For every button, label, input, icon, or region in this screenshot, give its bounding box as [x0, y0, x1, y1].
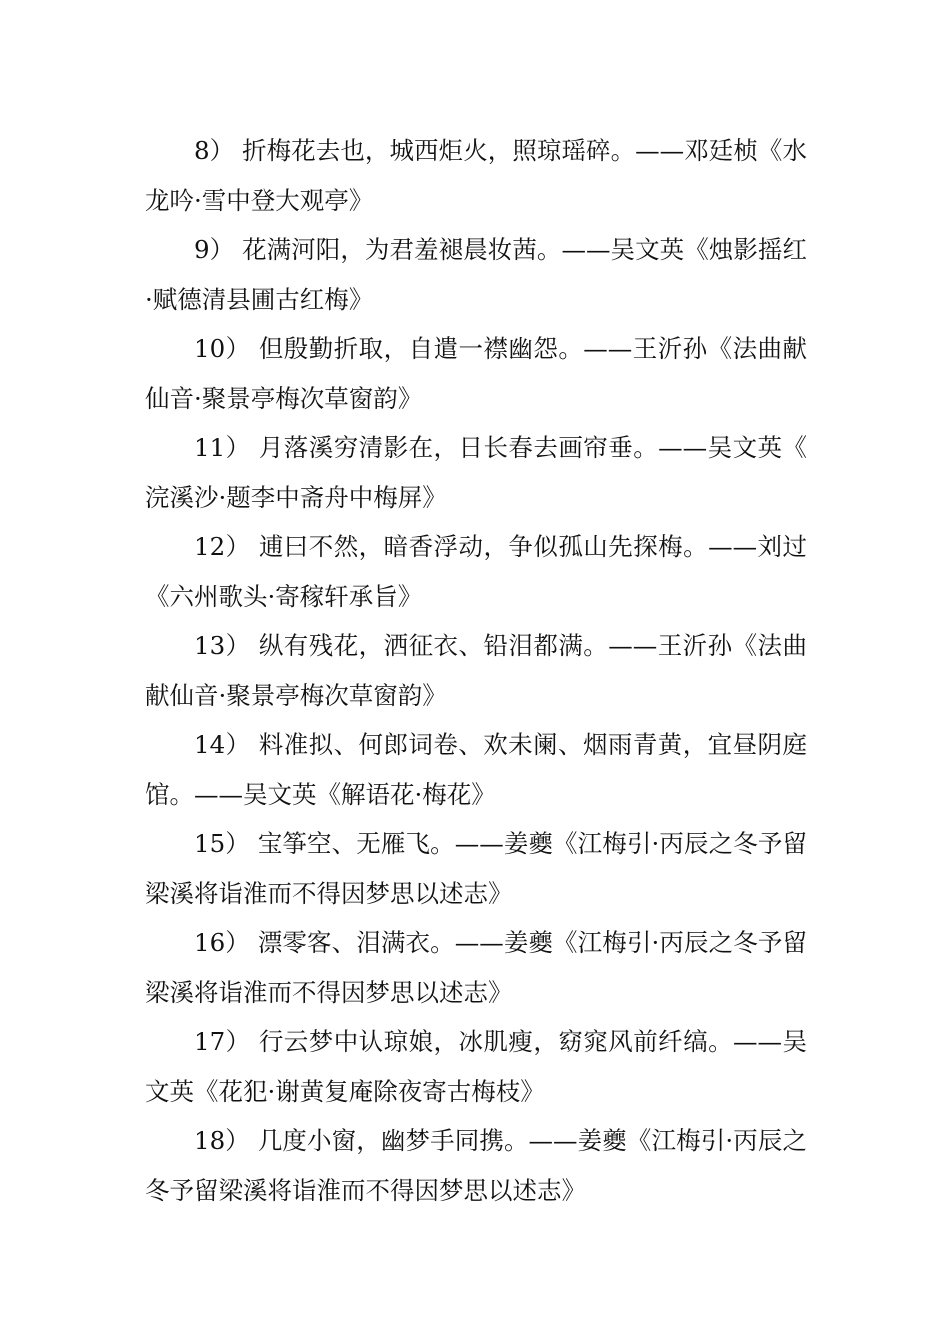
document-page	[145, 126, 807, 1215]
entry-number: 8）	[194, 136, 235, 165]
entry-text: 纵有残花，洒征衣、铅泪都满。——王沂孙《法曲献仙音·聚景亭梅次草窗韵》	[145, 631, 807, 710]
entry-text: 但殷勤折取，自遣一襟幽怨。——王沂孙《法曲献仙音·聚景亭梅次草窗韵》	[145, 334, 807, 413]
poem-entry	[145, 1017, 807, 1116]
entry-number: 12）	[194, 532, 251, 561]
entry-text: 宝筝空、无雁飞。——姜夔《江梅引·丙辰之冬予留梁溪将诣淮而不得因梦思以述志》	[145, 829, 807, 908]
poem-entry	[145, 324, 807, 423]
poem-entry	[145, 225, 807, 324]
poem-entry	[145, 819, 807, 918]
entry-number: 10）	[194, 334, 251, 363]
poem-entry	[145, 1116, 807, 1215]
entry-text: 逋曰不然，暗香浮动，争似孤山先探梅。——刘过《六州歌头·寄稼轩承旨》	[145, 532, 807, 611]
poem-entry	[145, 423, 807, 522]
entry-number: 15）	[194, 829, 250, 858]
entry-text: 花满河阳，为君羞褪晨妆茜。——吴文英《烛影摇红·赋德清县圃古红梅》	[145, 235, 807, 314]
entry-text: 行云梦中认琼娘，冰肌瘦，窈窕风前纤缟。——吴文英《花犯·谢黄复庵除夜寄古梅枝》	[145, 1027, 807, 1106]
poem-entry	[145, 522, 807, 621]
entry-number: 13）	[194, 631, 251, 660]
entry-number: 16）	[194, 928, 250, 957]
entry-number: 17）	[194, 1027, 251, 1056]
poem-entry	[145, 720, 807, 819]
entry-text: 料准拟、何郎词卷、欢未阑、烟雨青黄，宜昼阴庭馆。——吴文英《解语花·梅花》	[145, 730, 807, 809]
poem-entry	[145, 918, 807, 1017]
entry-text: 几度小窗，幽梦手同携。——姜夔《江梅引·丙辰之冬予留梁溪将诣淮而不得因梦思以述志》	[145, 1126, 807, 1205]
entry-number: 18）	[194, 1126, 250, 1155]
poem-entry	[145, 621, 807, 720]
entry-number: 14）	[194, 730, 251, 759]
entry-text: 折梅花去也，城西炬火，照琼瑶碎。——邓廷桢《水龙吟·雪中登大观亭》	[145, 136, 807, 215]
entry-text: 月落溪穷清影在，日长春去画帘垂。——吴文英《浣溪沙·题李中斋舟中梅屏》	[145, 433, 807, 512]
entry-number: 11）	[194, 433, 251, 462]
entry-number: 9）	[194, 235, 235, 264]
entry-text: 漂零客、泪满衣。——姜夔《江梅引·丙辰之冬予留梁溪将诣淮而不得因梦思以述志》	[145, 928, 807, 1007]
poem-entry	[145, 126, 807, 225]
